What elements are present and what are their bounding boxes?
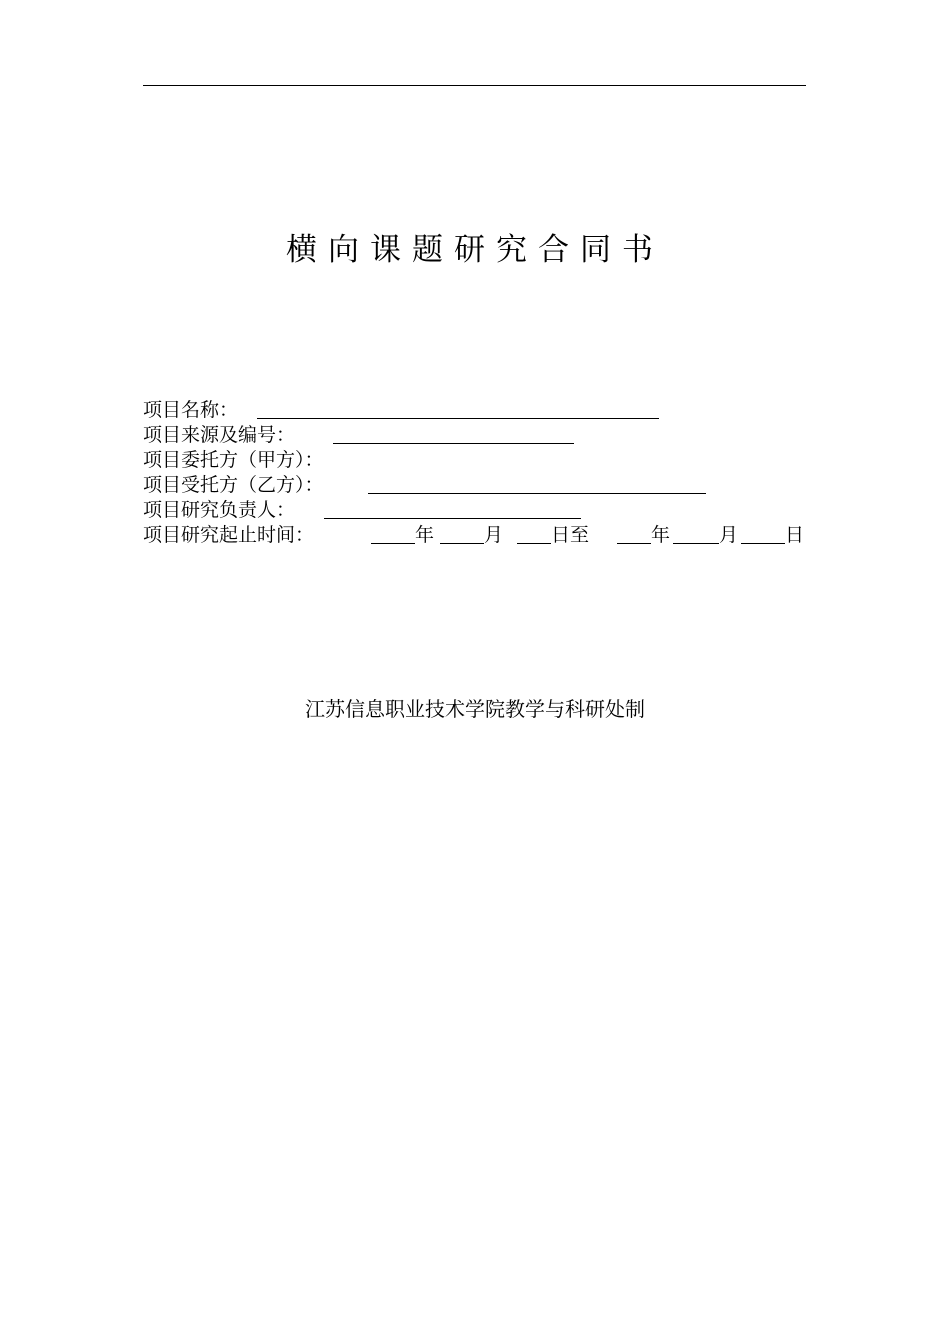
start-day-blank[interactable] (517, 523, 551, 544)
contractor-party-b-label: 项目受托方（乙方）： (143, 474, 324, 496)
field-research-period (143, 523, 823, 548)
project-name-blank[interactable] (257, 398, 659, 419)
research-period-label: 项目研究起止时间： (143, 524, 315, 546)
project-source-label: 项目来源及编号： (143, 424, 296, 446)
end-day-unit: 日 (785, 524, 805, 546)
contract-fields (143, 398, 823, 548)
principal-investigator-label: 项目研究负责人： (143, 499, 296, 521)
end-year-blank[interactable] (617, 523, 651, 544)
start-year-blank[interactable] (371, 523, 415, 544)
start-month-blank[interactable] (440, 523, 484, 544)
document-title: 横向课题研究合同书 (286, 232, 664, 268)
field-project-source (143, 423, 823, 448)
start-month-unit: 月 (484, 524, 504, 546)
project-name-label: 项目名称： (143, 399, 239, 421)
start-day-to-unit: 日至 (551, 524, 590, 546)
field-project-name (143, 398, 823, 423)
field-principal-investigator (143, 498, 823, 523)
end-month-blank[interactable] (673, 523, 719, 544)
start-year-unit: 年 (415, 524, 435, 546)
end-month-unit: 月 (719, 524, 739, 546)
principal-investigator-blank[interactable] (324, 498, 581, 519)
field-contractor-party-b (143, 473, 823, 498)
client-party-a-label: 项目委托方（甲方）： (143, 449, 324, 471)
field-client-party-a (143, 448, 823, 473)
end-year-unit: 年 (651, 524, 671, 546)
header-rule (143, 85, 806, 86)
issuer-line: 江苏信息职业技术学院教学与科研处制 (305, 697, 645, 721)
contractor-party-b-blank[interactable] (368, 473, 706, 494)
project-source-blank[interactable] (333, 423, 574, 444)
end-day-blank[interactable] (741, 523, 785, 544)
